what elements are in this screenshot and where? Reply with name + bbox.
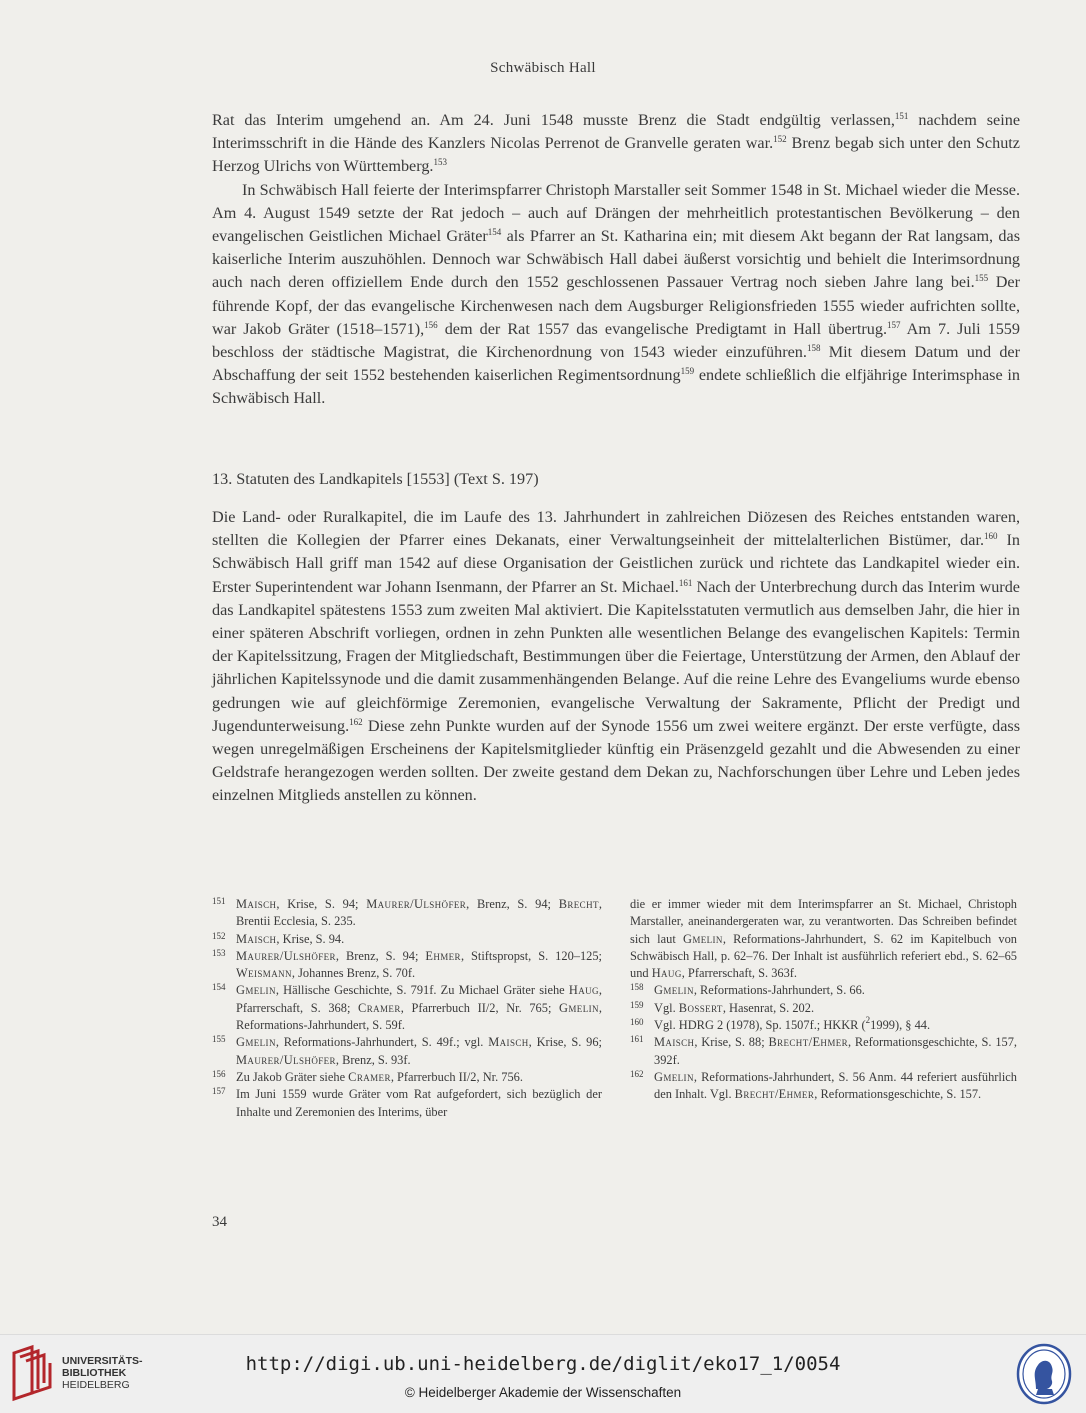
- author-name: Gmelin: [559, 1000, 599, 1015]
- author-name: Brecht: [558, 897, 599, 911]
- permalink-url[interactable]: http://digi.ub.uni-heidelberg.de/diglit/eko17_1/0054: [245, 1353, 841, 1375]
- footer-bar: [0, 1334, 1086, 1413]
- footnote-ref: 160: [984, 531, 998, 542]
- author-name: Maisch: [236, 897, 277, 911]
- author-name: Maisch: [654, 1035, 695, 1050]
- footnote-number: 160: [630, 1017, 644, 1028]
- footnote: 155 Gmelin, Reformations-Jahrhundert, S. 49f.; vgl. Maisch, Krise, S. 96; Maurer/Ulshöfer, Brenz, S. 93f.: [212, 1034, 602, 1069]
- footnote-ref: 158: [806, 343, 821, 354]
- footnote: 156 Zu Jakob Gräter siehe Cramer, Pfarrerbuch II/2, Nr. 756.: [212, 1069, 602, 1086]
- section-heading: 13. Statuten des Landkapitels [1553] (Text S. 197): [212, 470, 539, 488]
- footnote-number: 155: [212, 1034, 226, 1045]
- footnote: 157 Im Juni 1559 wurde Gräter vom Rat aufgefordert, sich bezüglich der Inhalte und Zeremonien des Interims, über: [212, 1086, 602, 1121]
- footnote-number: 162: [630, 1068, 644, 1079]
- footnote-ref: 159: [680, 366, 695, 377]
- body-text-block-2: [212, 506, 1020, 808]
- footnote-ref: 151: [894, 111, 909, 121]
- page-number: 34: [212, 1214, 227, 1230]
- author-name: Gmelin: [654, 1069, 694, 1084]
- author-name: Maurer/Ulshöfer: [236, 948, 336, 963]
- paragraph: Die Land- oder Ruralkapitel, die im Laufe des 13. Jahrhundert in zahlreichen Diözesen des Reiches entstanden waren, stellten die Kollegien der Pfarrer eines Dekanats, einer Verwaltungseinheit der mittelalterlichen Bistümer, dar.$^{160}$ In Schwäbisch Hall griff man 1542 auf diese Organisation der Geistlichen zurück und richtete das Landkapitel wieder ein. Erster Superintendent war Johann Isenmann, der Pfarrer an St. Michael.$^{161}$ Nach der Unterbrechung durch das Interim wurde das Landkapitel spätestens 1553 zum zweiten Mal aktiviert. Die Kapitelsstatuten vermutlich aus demselben Jahr, die hier in einer späteren Abschrift vorliegen, ordnen in zehn Punkten alle wesentlichen Belange des evangelischen Kapitels: Termin der Kapitelssitzung, Fragen der Mitgliedschaft, Bestimmungen über die Feiertage, Unterstützung der Armen, den Ablauf der jährlichen Kapitelssynode und die damit zusammenhängenden Belange. Auf die reine Lehre des Evangeliums wurde ebenso gedrungen wie auf gleichförmige Zeremonien, evangelische Verwaltung der Sakramente, Pflicht der Predigt und Jugendunterweisung.$^{162}$ Diese zehn Punkte wurden auf der Synode 1556 um zwei weitere ergänzt. Der erste verfügte, dass wegen unregelmäßigen Erscheinens der Kapitelsmitglieder künftig ein Präsenzgeld gezahlt und die Abwesenden zu einer Geldstrafe herangezogen werden sollten. Der zweite gestand dem Dekan zu, Nachforschungen über Lehre und Leben jedes einzelnen Mitglieds anstellen zu können.: [212, 508, 1021, 805]
- author-name: Brecht/Ehmer: [734, 1087, 815, 1102]
- footnote-number: 154: [212, 982, 226, 993]
- author-name: Maisch: [236, 931, 277, 946]
- running-head: Schwäbisch Hall: [490, 60, 596, 76]
- footnote-ref: 156: [424, 319, 438, 330]
- footnote-number: 158: [630, 982, 644, 993]
- footnotes-left-column: [212, 896, 602, 1121]
- copyright-notice: © Heidelberger Akademie der Wissenschaften: [404, 1385, 682, 1400]
- paragraph: Rat das Interim umgehend an. Am 24. Juni 1548 musste Brenz die Stadt endgültig verlassen,$^{151}$ nachdem seine Interimsschrift in die Hände des Kanzlers Nicolas Perrenot de Granvelle geraten war.$^{152}$ Brenz begab sich unter den Schutz Herzog Ulrichs von Württemberg.$^{153}$: [212, 111, 1021, 176]
- footnote: 158 Gmelin, Reformations-Jahrhundert, S. 66.: [630, 982, 1017, 999]
- footnote: 152 Maisch, Krise, S. 94.: [212, 931, 602, 948]
- footnote: 154 Gmelin, Hällische Geschichte, S. 791f. Zu Michael Gräter siehe Haug, Pfarrerschaft, S. 368; Cramer, Pfarrerbuch II/2, Nr. 765; Gmelin, Reformations-Jahrhundert, S. 59f.: [212, 982, 602, 1034]
- footnote-ref: 157: [887, 319, 901, 330]
- footnote-ref: 161: [678, 577, 693, 588]
- author-name: Maisch: [488, 1035, 529, 1050]
- footnote-number: 157: [212, 1086, 226, 1097]
- footnote-ref: 152: [773, 134, 787, 145]
- author-name: Weismann: [236, 966, 292, 981]
- author-name: Bossert: [678, 1000, 723, 1015]
- footnote: 161 Maisch, Krise, S. 88; Brecht/Ehmer, Reformationsgeschichte, S. 157, 392f.: [630, 1034, 1017, 1069]
- footnote-ref: 162: [349, 716, 363, 727]
- footnote-ref: 154: [487, 227, 502, 238]
- author-name: Maurer/Ulshöfer: [236, 1052, 336, 1067]
- author-name: Gmelin: [236, 1035, 276, 1050]
- footnote: 151 Maisch, Krise, S. 94; Maurer/Ulshöfer, Brenz, S. 94; Brecht, Brentii Ecclesia, S. 235.: [212, 896, 602, 931]
- paragraph: In Schwäbisch Hall feierte der Interimspfarrer Christoph Marstaller seit Sommer 1548 in St. Michael wieder die Messe. Am 4. August 1549 setzte der Rat jedoch – auch auf Drängen der mehrheitlich protestantischen Bevölkerung – den evangelischen Geistlichen Michael Gräter$^{154}$ als Pfarrer an St. Katharina ein; mit diesem Akt begann der Rat langsam, das kaiserliche Interim auszuhöhlen. Dennoch war Schwäbisch Hall dabei äußerst vorsichtig und behielt die Interimsordnung auch nach deren offiziellem Ende durch den 1552 geschlossenen Passauer Vertrag noch sieben Jahre lang bei.$^{155}$ Der führende Kopf, der das evangelische Kirchenwesen nach dem Augsburger Religionsfrieden 1555 wieder aufrichten sollte, war Jakob Gräter (1518–1571),$^{156}$ dem der Rat 1557 das evangelische Predigtamt in Hall übertrug.$^{157}$ Am 7. Juli 1559 beschloss der städtische Magistrat, die Kirchenordnung von 1543 wieder einzuführen.$^{158}$ Mit diesem Datum und der Abschaffung der seit 1552 bestehenden kaiserlichen Regimentsordnung$^{159}$ endete schließlich die elfjährige Interimsphase in Schwäbisch Hall.: [212, 180, 1021, 408]
- author-name: Cramer: [348, 1069, 391, 1084]
- author-name: Haug: [651, 966, 682, 981]
- footnotes-right-column: [630, 896, 1017, 1104]
- author-name: Gmelin: [654, 983, 694, 998]
- footnote-ref: 153: [433, 157, 447, 168]
- author-name: Haug: [568, 983, 599, 998]
- footnote: 162 Gmelin, Reformations-Jahrhundert, S. 56 Anm. 44 referiert ausführlich den Inhalt. Vgl. Brecht/Ehmer, Reformationsgeschichte, S. 157.: [630, 1069, 1017, 1104]
- footnote-number: 159: [630, 999, 644, 1010]
- edition-superscript: 2: [865, 1015, 871, 1026]
- footnote-number: 161: [630, 1034, 644, 1045]
- footnote: 153 Maurer/Ulshöfer, Brenz, S. 94; Ehmer, Stiftspropst, S. 120–125; Weismann, Johannes Brenz, S. 70f.: [212, 948, 602, 983]
- author-name: Maurer/Ulshöfer: [366, 897, 467, 911]
- footnote-number: 152: [212, 930, 226, 941]
- author-name: Brecht/Ehmer: [768, 1035, 849, 1050]
- footnote-number: 151: [212, 896, 226, 906]
- body-text-block-1: [212, 109, 1020, 411]
- library-name: UNIVERSITÄTS- BIBLIOTHEK HEIDELBERG: [62, 1355, 143, 1391]
- author-name: Ehmer: [425, 948, 461, 963]
- author-name: Cramer: [358, 1000, 401, 1015]
- footnotes-right-list: [630, 982, 1017, 1103]
- author-name: Gmelin: [236, 983, 276, 998]
- footnote-number: 156: [212, 1068, 226, 1079]
- academy-seal-icon[interactable]: [1016, 1343, 1072, 1405]
- footnote-ref: 155: [974, 273, 989, 284]
- footnote-number: 153: [212, 947, 226, 958]
- footnote: 160 Vgl. HDRG 2 (1978), Sp. 1507f.; HKKR ($^2$1999), § 44.: [630, 1015, 931, 1033]
- footnote: 159 Vgl. Bossert, Hasenrat, S. 202.: [630, 1000, 1017, 1017]
- footnote-continuation: die er immer wieder mit dem Interimspfarrer an St. Michael, Christoph Marstaller, aneinandergeraten war, zu verantworten. Das Schreiben befindet sich laut Gmelin, Reformations-Jahrhundert, S. 62 im Kapitelbuch von Schwäbisch Hall, p. 62–76. Der Inhalt ist ausführlich referiert ebd., S. 62–65 und Haug, Pfarrerschaft, S. 363f.: [630, 897, 1017, 981]
- author-name: Gmelin: [682, 931, 723, 946]
